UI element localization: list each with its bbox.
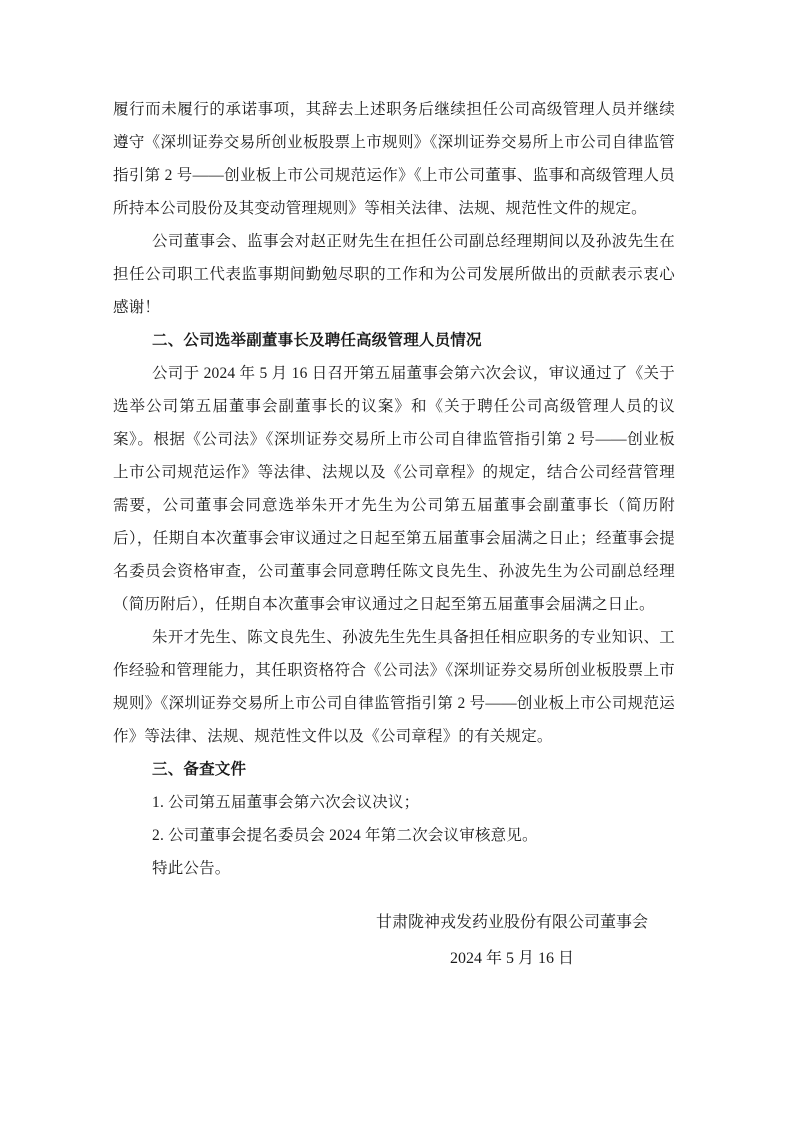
list-item-2: 2. 公司董事会提名委员会 2024 年第二次会议审核意见。 [152,827,538,844]
paragraph-gratitude: 公司董事会、监事会对赵正财先生在担任公司副总经理期间以及孙波先生在担任公司职工代表监事期间勤勉尽职的工作和为公司发展所做出的贡献表示衷心感谢！ [113,233,675,316]
document-body [113,93,675,977]
signature-block [376,905,648,977]
signature-date: 2024 年 5 月 16 日 [449,950,574,967]
paragraph-closing: 特此公告。 [152,860,231,877]
paragraph-qualifications: 朱开才先生、陈文良先生、孙波先生先生具备担任相应职务的专业知识、工作经验和管理能力，其任职资格符合《公司法》《深圳证券交易所创业板股票上市规则》《深圳证券交易所上市公司自律监管指引第 2 号——创业板上市公司规范运作》等法律、法规、规范性文件以及《公司章程》的有关规定。 [113,629,675,745]
section-heading-3: 三、备查文件 [152,761,247,778]
signature-company: 甘肃陇神戎发药业股份有限公司董事会 [375,914,648,931]
list-item-1: 1. 公司第五届董事会第六次会议决议； [152,794,420,811]
paragraph-election-details: 公司于 2024 年 5 月 16 日召开第五届董事会第六次会议，审议通过了《关于选举公司第五届董事会副董事长的议案》和《关于聘任公司高级管理人员的议案》。根据《公司法》《深圳证券交易所上市公司自律监管指引第 2 号——创业板上市公司规范运作》等法律、法规以及《公司章程》的规定，结合公司经营管理需要，公司董事会同意选举朱开才先生为公司第五届董事会副董事长（简历附后），任期自本次董事会审议通过之日起至第五届董事会届满之日止；经董事会提名委员会资格审查，公司董事会同意聘任陈文良先生、孙波先生为公司副总经理（简历附后），任期自本次董事会审议通过之日起至第五届董事会届满之日止。 [113,365,675,613]
paragraph-continuation: 履行而未履行的承诺事项，其辞去上述职务后继续担任公司高级管理人员并继续遵守《深圳证券交易所创业板股票上市规则》《深圳证券交易所上市公司自律监管指引第 2 号——创业板上市公司规范运作》《上市公司董事、监事和高级管理人员所持本公司股份及其变动管理规则》等相关法律、法规、规范性文件的规定。 [113,101,675,217]
section-heading-2: 二、公司选举副董事长及聘任高级管理人员情况 [152,332,482,349]
